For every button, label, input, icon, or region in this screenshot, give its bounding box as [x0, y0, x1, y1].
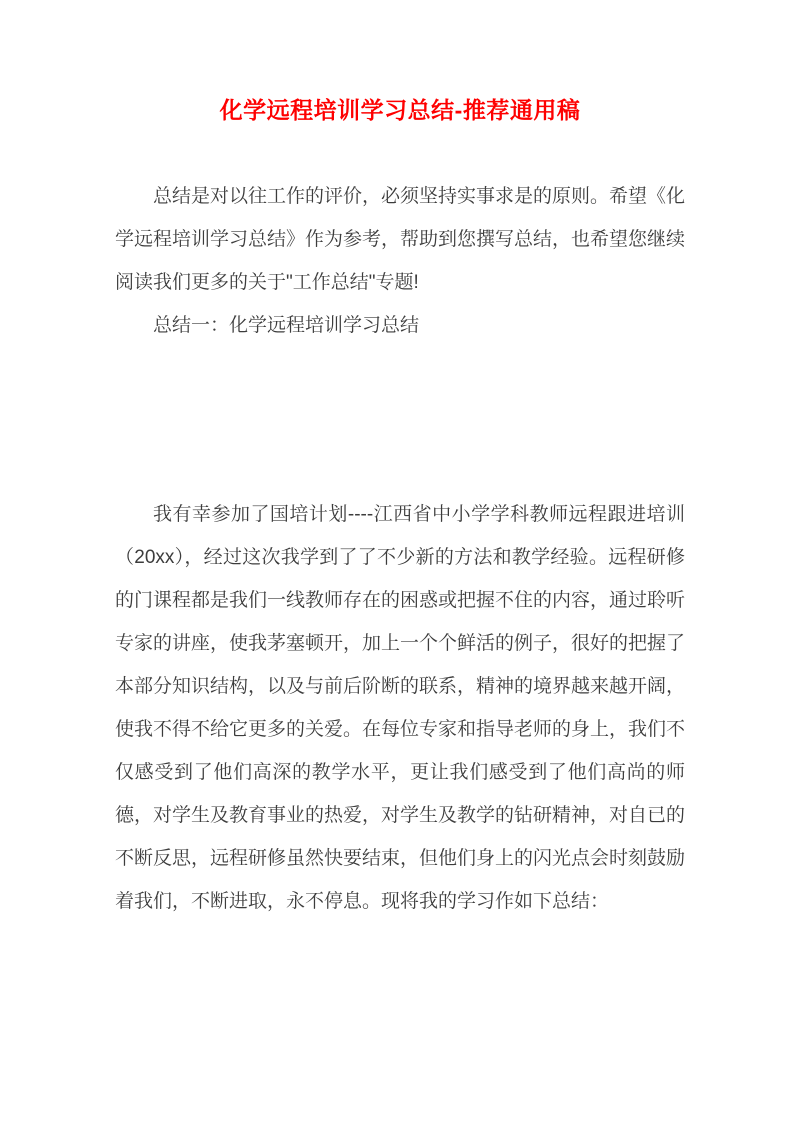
paragraph-intro: 总结是对以往工作的评价，必须坚持实事求是的原则。希望《化学远程培训学习总结》作为参考，帮助到您撰写总结，也希望您继续阅读我们更多的关于"工作总结"专题!: [115, 186, 686, 293]
paragraph-main-body: 我有幸参加了国培计划----江西省中小学学科教师远程跟进培训（20xx），经过这次我学到了了不少新的方法和教学经验。远程研修的门课程都是我们一线教师存在的困惑或把握不住的内容，通过聆听专家的讲座，使我茅塞顿开，加上一个个鲜活的例子，很好的把握了本部分知识结构，以及与前后阶断的联系，精神的境界越来越开阔，使我不得不给它更多的关爱。在每位专家和指导老师的身上，我们不仅感受到了他们高深的教学水平，更让我们感受到了他们高尚的师德，对学生及教育事业的热爱，对学生及教学的钻研精神，对自已的不断反思，远程研修虽然快要结束，但他们身上的闪光点会时刻鼓励着我们，不断进取，永不停息。现将我的学习作如下总结：: [115, 504, 686, 912]
document-body: [115, 175, 685, 923]
paragraph-section-heading: 总结一：化学远程培训学习总结: [153, 315, 420, 336]
document-title: 化学远程培训学习总结-推荐通用稿: [219, 97, 581, 123]
